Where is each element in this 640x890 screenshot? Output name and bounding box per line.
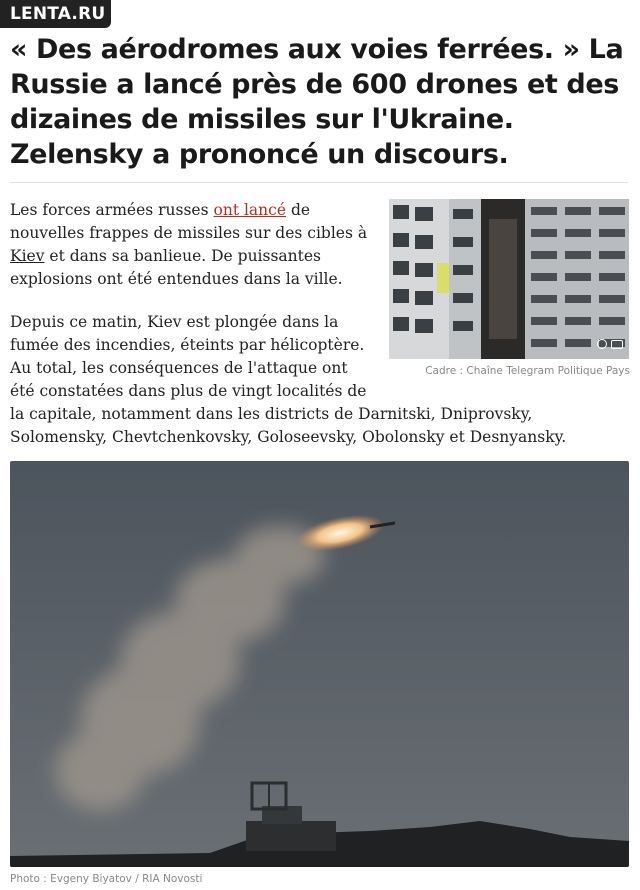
site-logo[interactable]: LENTA.RU [0,0,111,28]
side-figure [389,199,632,378]
ont-lance-link[interactable]: ont lancé [213,201,287,219]
paragraph-1-mid: de nouvelles frappes de missiles sur des cibles à [10,201,368,242]
comment-icon[interactable] [611,340,623,349]
missile-launch-illustration [10,461,629,867]
kiev-link[interactable]: Kiev [10,247,45,265]
main-photo-missile-launch[interactable] [10,461,629,867]
main-photo-credit: Photo : Evgeny Biyatov / RIA Novosti [10,873,203,885]
headline-divider [10,182,628,183]
paragraph-2: Depuis ce matin, Kiev est plongée dans la fumée des incendies, éteints par hélicoptère. Au total, les conséquences de l'attaque ont été constatées dans plus de vingt localités de la capitale, notamment dans les districts de Darnitski, Dniprovsky, Solomensky, Chevtchenkovsky, Goloseevsky, Obolonsky et Desnyansky. [10,313,567,446]
instagram-icon[interactable] [597,339,607,349]
side-photo-damaged-building[interactable] [389,199,629,359]
damaged-building-illustration [389,199,629,359]
article-body [10,199,632,449]
article-headline: « Des aérodromes aux voies ferrées. » La Russie a lancé près de 600 drones et des dizaines de missiles sur l'Ukraine. Zelensky a prononcé un discours. [10,34,624,170]
paragraph-1-end: et dans sa banlieue. De puissantes explosions ont été entendues dans la ville. [10,247,343,288]
paragraph-1-start: Les forces armées russes [10,201,214,219]
side-photo-caption: Cadre : Chaîne Telegram Politique Pays [425,365,630,377]
